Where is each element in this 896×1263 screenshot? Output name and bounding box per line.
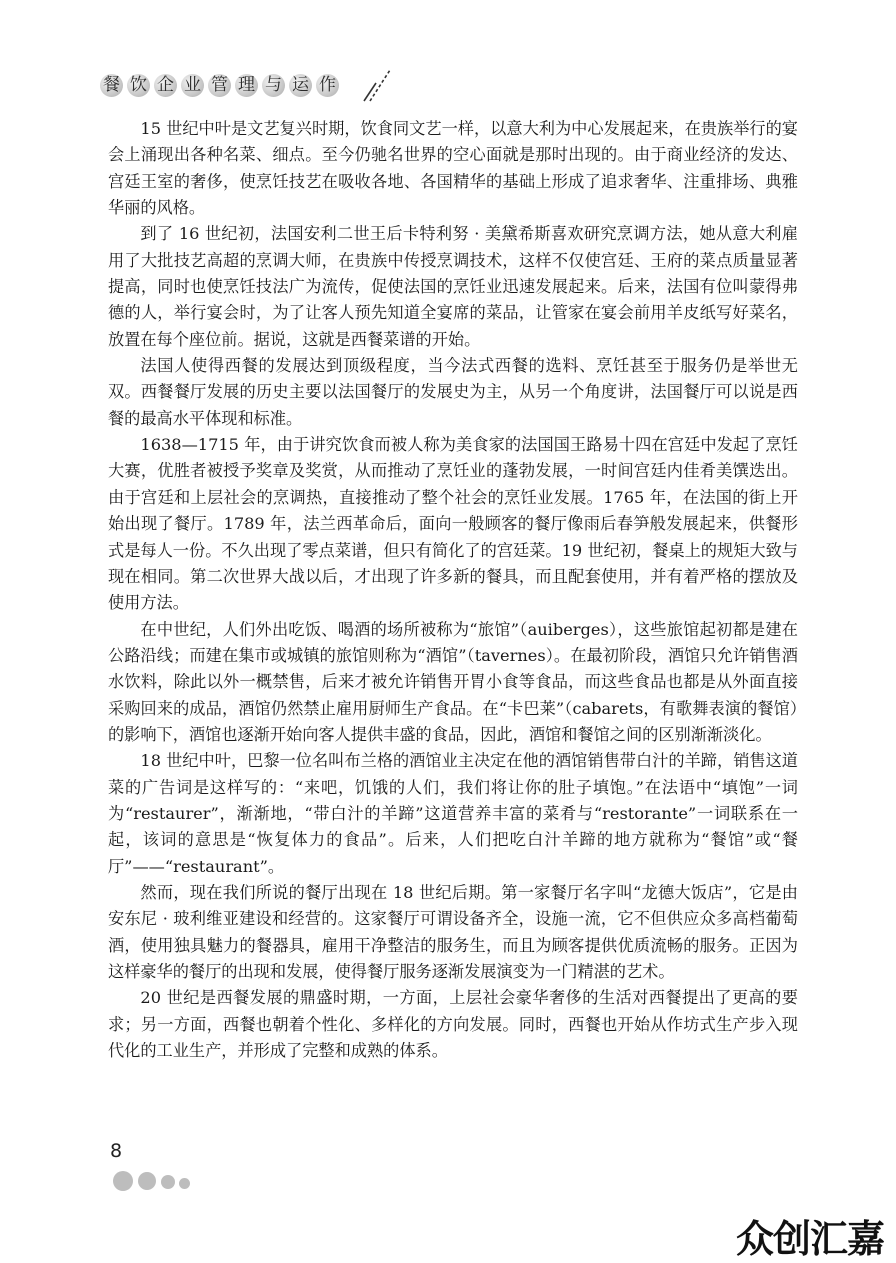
paragraph: 18 世纪中叶，巴黎一位名叫布兰格的酒馆业主决定在他的酒馆销售带白汁的羊蹄，销售这道菜的广告词是这样写的：“来吧，饥饿的人们，我们将让你的肚子填饱。”在法语中“填饱”一词为“restaurer”，渐渐地，“带白汁的羊蹄”这道营养丰富的菜肴与“restorante”一词联系在一起，该词的意思是“恢复体力的食品”。后来，人们把吃白汁羊蹄的地方就称为“餐馆”或“餐厅”——“restaurant”。 — [108, 751, 798, 876]
header-title-char: 业 — [181, 74, 204, 97]
header-title-char: 运 — [289, 74, 312, 97]
dot-icon — [138, 1172, 156, 1190]
watermark-logo: 众创汇嘉 — [736, 1217, 885, 1261]
dot-icon — [179, 1178, 190, 1189]
body-text — [108, 116, 798, 1064]
header-decoration-icon — [362, 68, 402, 104]
paragraph: 20 世纪是西餐发展的鼎盛时期，一方面，上层社会豪华奢侈的生活对西餐提出了更高的要求；另一方面，西餐也朝着个性化、多样化的方向发展。同时，西餐也开始从作坊式生产步入现代化的工业生产，并形成了完整和成熟的体系。 — [108, 988, 798, 1061]
paragraph: 到了 16 世纪初，法国安利二世王后卡特利努 · 美黛希斯喜欢研究烹调方法，她从意大利雇用了大批技艺高超的烹调大师，在贵族中传授烹调技术，这样不仅使宫廷、王府的菜点质量显著提高，同时也使烹饪技法广为流传，促使法国的烹饪业迅速发展起来。后来，法国有位叫蒙得弗德的人，举行宴会时，为了让客人预先知道全宴席的菜品，让管家在宴会前用羊皮纸写好菜名，放置在每个座位前。据说，这就是西餐菜谱的开始。 — [108, 224, 798, 349]
header-title-char: 管 — [208, 74, 231, 97]
dot-icon — [113, 1171, 133, 1191]
paragraph: 然而，现在我们所说的餐厅出现在 18 世纪后期。第一家餐厅名字叫“龙德大饭店”，它是由安东尼 · 玻利维亚建设和经营的。这家餐厅可谓设备齐全，设施一流，它不但供应众多高档葡萄酒，使用独具魅力的餐器具，雇用干净整洁的服务生，而且为顾客提供优质流畅的服务。正因为这样豪华的餐厅的出现和发展，使得餐厅服务逐渐发展演变为一门精湛的艺术。 — [108, 882, 798, 981]
header-title-char: 与 — [262, 74, 285, 97]
header-title — [100, 74, 339, 97]
paragraph: 法国人使得西餐的发展达到顶级程度，当今法式西餐的选料、烹饪甚至于服务仍是举世无双。西餐餐厅发展的历史主要以法国餐厅的发展史为主，从另一个角度讲，法国餐厅可以说是西餐的最高水平体现和标准。 — [108, 356, 798, 428]
header-title-char: 作 — [316, 74, 339, 97]
running-header — [100, 68, 400, 108]
paragraph: 15 世纪中叶是文艺复兴时期，饮食同文艺一样，以意大利为中心发展起来，在贵族举行的宴会上涌现出各种名菜、细点。至今仍驰名世界的空心面就是那时出现的。由于商业经济的发达、宫廷王室的奢侈，使烹饪技艺在吸收各地、各国精华的基础上形成了追求奢华、注重排场、典雅华丽的风格。 — [108, 119, 798, 218]
dot-icon — [161, 1175, 175, 1189]
paragraph: 1638—1715 年，由于讲究饮食而被人称为美食家的法国国王路易十四在宫廷中发起了烹饪大赛，优胜者被授予奖章及奖赏，从而推动了烹饪业的蓬勃发展，一时间宫廷内佳肴美馔迭出。由于宫廷和上层社会的烹调热，直接推动了整个社会的烹饪业发展。1765 年，在法国的街上开始出现了餐厅。1789 年，法兰西革命后，面向一般顾客的餐厅像雨后春笋般发展起来，供餐形式是每人一份。不久出现了零点菜谱，但只有简化了的宫廷菜。19 世纪初，餐桌上的规矩大致与现在相同。第二次世界大战以后，才出现了许多新的餐具，而且配套使用，并有着严格的摆放及使用方法。 — [108, 435, 798, 613]
header-title-char: 理 — [235, 74, 258, 97]
header-title-char: 企 — [154, 74, 177, 97]
header-title-char: 饮 — [127, 74, 150, 97]
header-title-char: 餐 — [100, 74, 123, 97]
paragraph: 在中世纪，人们外出吃饭、喝酒的场所被称为“旅馆”（auiberges），这些旅馆起初都是建在公路沿线；而建在集市或城镇的旅馆则称为“酒馆”（tavernes）。在最初阶段，酒馆只允许销售酒水饮料，除此以外一概禁售，后来才被允许销售开胃小食等食品，而这些食品也都是从外面直接采购回来的成品，酒馆仍然禁止雇用厨师生产食品。在“卡巴莱”（cabarets，有歌舞表演的餐馆）的影响下，酒馆也逐渐开始向客人提供丰盛的食品，因此，酒馆和餐馆之间的区别渐渐淡化。 — [108, 619, 798, 744]
page-number: 8 — [110, 1140, 123, 1162]
